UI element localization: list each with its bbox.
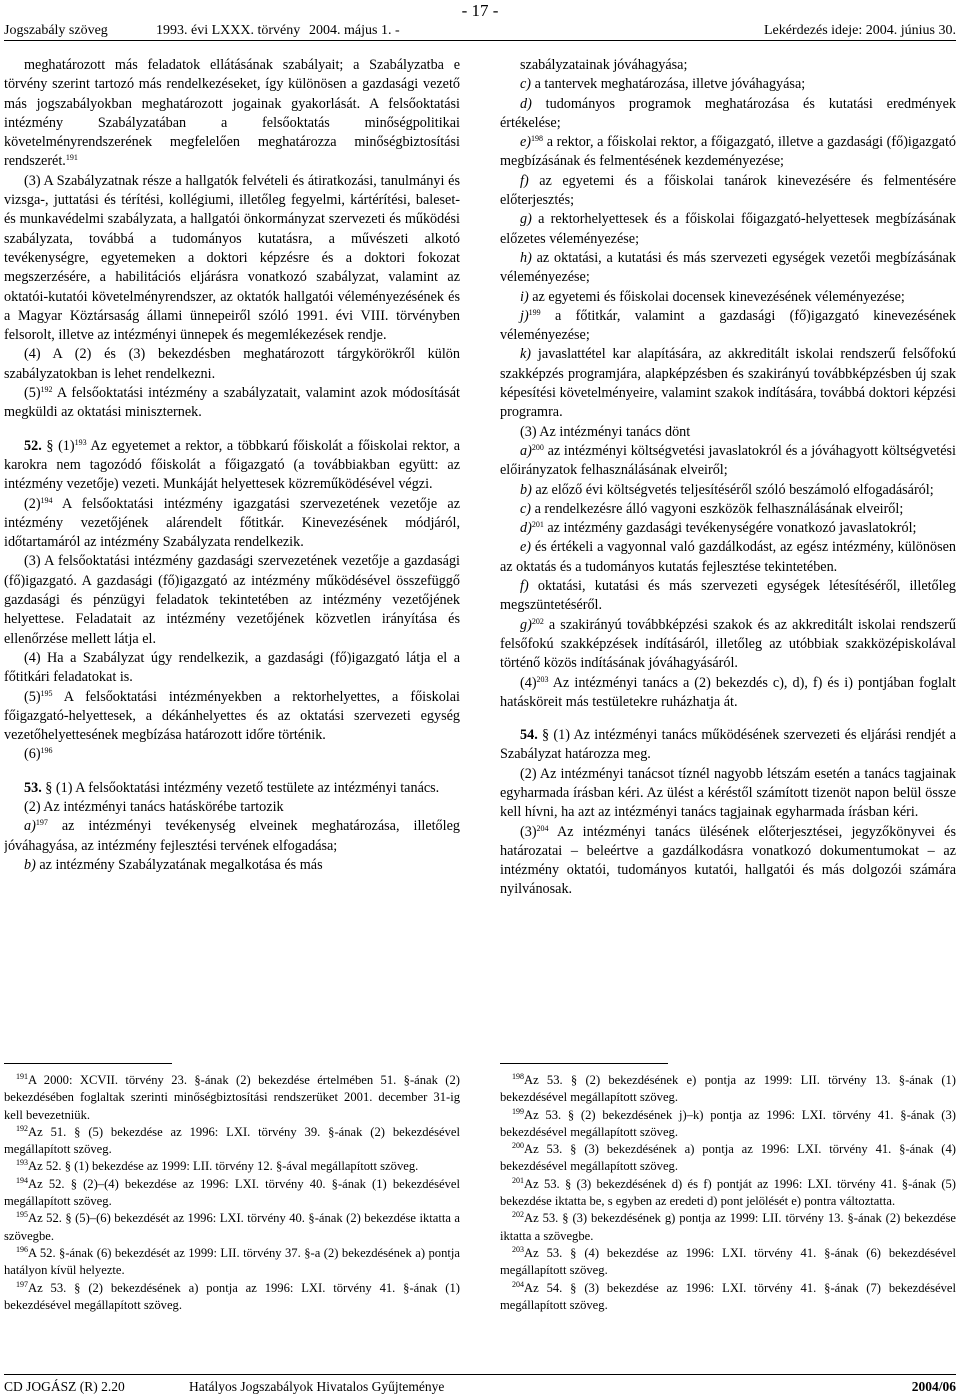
footnote — [500, 1245, 956, 1280]
header-query-date: Lekérdezés ideje: 2004. június 30. — [763, 23, 956, 38]
paragraph: 54. § (1) Az intézményi tanács működésének szervezeti és eljárási rendjét a Szabályzat határozza meg. — [500, 727, 956, 763]
paragraph-text: (3) A Szabályzatnak része a hallgatók felvételi és átiratkozási, tanulmányi és vizsga-, juttatási és térítési, kollégiumi, illetőleg fegyelmi, kártérítési, baleset- és munkavédelmi szabályzata, a hallgatói önkormányzat szervezeti és működési szabályzata, továbbá a tudományos kutatásra, a művészeti alkotó tevékenységre, egyetemeken a doktori képzésre és a doktori fokozat megszerzésére, a habilitációs eljárásra vonatkozó szabályzat, valamint az oktatói-kutatói követelményrendszer, az oktatók hallgatói véleményezésének és a Magyar Köztársaság állami ünnepeiről szóló 1991. évi VIII. törvényben felsorolt, illetve az intézményi ünnepek és megemlékezések rendje. — [4, 172, 460, 344]
point-letter: d) — [520, 520, 532, 537]
footnote-number: 203 — [512, 1244, 524, 1254]
footnote — [500, 1141, 956, 1176]
footnote-text: Az 53. § (2) bekezdésének a) pontja az 1996: LXI. törvény 41. §-ának (1) bekezdésével megállapított szöveg. — [4, 1280, 460, 1312]
footnote-text: Az 53. § (2) bekezdésének j)–k) pontja az 1996: LXI. törvény 41. §-ának (3) bekezdésével megállapított szöveg. — [500, 1107, 956, 1139]
paragraph-text: a főtitkár, valamint a gazdasági (fő)igazgató kinevezésének véleményezése; — [500, 307, 956, 344]
paragraph-text: (4) Ha a Szabályzat úgy rendelkezik, a gazdasági (fő)igazgató látja el a főtitkári feladatokat is. — [4, 649, 460, 686]
footnote-text: Az 52. § (5)–(6) bekezdését az 1996: LXI. törvény 40. §-ának (2) bekezdése iktatta a szövegbe. — [4, 1211, 460, 1243]
paragraph — [4, 345, 460, 384]
point-letter: h) — [520, 249, 532, 266]
footnote-marker: 201 — [531, 520, 544, 530]
paragraph-text: A felsőoktatási intézmény a szabályzatait, valamint azok módosítását megküldi az oktatási miniszternek. — [4, 385, 460, 421]
footnote — [4, 1124, 460, 1159]
paragraph-text: a tantervek meghatározása, illetve jóváhagyása; — [531, 76, 806, 93]
paragraph — [500, 616, 956, 674]
paragraph-text: a szakirányú továbbképzési szakok és az akkreditált iskolai rendszerű felsőfokú szakképzések indításáról, illetőleg az utóbbiak szakközépiskolával történő közös indításának jóváhagyásáról. — [500, 616, 956, 672]
paragraph: 52. § $(1)^{193}$ Az egyetemet a rektor, a többkarú főiskolát a főiskolai rektor, a karokra nem tagozódó főiskolát a főigazgató (a továbbiakban együtt: az intézmény vezetője) vezeti. Munkáját helyettesek közreműködésével végzi. — [4, 437, 460, 493]
point-letter: k) — [520, 346, 532, 363]
paragraph-text: (4) A (2) és (3) bekezdésben meghatározott tárgykörökről külön szabályzatokban is lehet rendelkezni. — [4, 346, 460, 382]
section-number: 54. — [520, 727, 538, 744]
footnote — [500, 1280, 956, 1315]
paragraph-text: szabályzatainak jóváhagyása; — [520, 57, 688, 73]
point-letter: e) — [520, 539, 532, 556]
header-law: 1993. évi LXXX. törvény — [156, 23, 301, 38]
footnote-number: 194 — [16, 1175, 28, 1185]
paragraph-text: (6) — [24, 746, 41, 763]
paragraph-text: az intézményi költségvetési javaslatokról és a jóváhagyott költségvetési előirányzatok felhasználásának elveiről; — [500, 442, 956, 479]
paragraph — [4, 495, 460, 553]
paragraph — [500, 423, 956, 442]
footnote — [500, 1107, 956, 1142]
header-date: 2004. május 1. - — [309, 23, 400, 38]
paragraph — [500, 442, 956, 481]
paragraph-text: A felsőoktatási intézmény igazgatási szervezetének vezetője az intézmény vezetőjének alárendelt főtitkár. Kinevezésének módjáról, időtartamáról az intézmény Szabályzata rendelkezik. — [4, 495, 460, 551]
paragraph-text: tudományos programok meghatározása és kutatási eredmények értékelése; — [500, 95, 956, 131]
footnote-marker: 203 — [536, 674, 549, 684]
point-letter: a) — [520, 442, 532, 459]
footnote-text: Az 54. § (3) bekezdése az 1996: LXI. törvény 41. §-ának (7) bekezdésével megállapított szöveg. — [500, 1280, 956, 1312]
paragraph-text: és értékeli a vagyonnal való gazdálkodást, az egész intézmény, különösen az oktatás és a tudományos kutatás fejlesztése tekintetében. — [500, 539, 956, 575]
footnote — [4, 1176, 460, 1211]
point-letter: e) — [520, 134, 532, 151]
point-letter: a) — [24, 818, 36, 835]
right-text-column — [500, 56, 956, 1064]
paragraph-text: oktatási, kutatási és más szervezeti egységek létesítéséről, illetőleg megszüntetéséről. — [500, 578, 956, 614]
footer-rule — [4, 1374, 956, 1375]
paragraph-text: meghatározott más feladatok ellátásának szabályait; a Szabályzatba e törvény szerint tartozó más rendelkezéseket, így különösen a gazdasági vezető más jogszabályokban meghatározott jogainak gyakorlását. A felsőoktatási intézmény Szabályzatában a felsőoktatás minőségpolitikai követelményrendszerének megfelelően meghatározza minőségbiztosítási rendszerét. — [4, 57, 460, 170]
point-letter: c) — [520, 500, 532, 517]
paragraph — [4, 384, 460, 423]
page-header — [4, 22, 956, 40]
paragraph-text: A felsőoktatási intézményekben a rektorhelyettes, a főiskolai főigazgató-helyettesek, a dékánhelyettes és az oktatási szervezeti egység vezetőhelyettesének megbízása határozott időre történik. — [4, 688, 460, 744]
footnote-number: 195 — [16, 1210, 28, 1220]
paragraph — [4, 856, 460, 875]
paragraph-text: Az intézményi tanács ülésének előterjesztései, jegyzőkönyvei és határozatai – beleértve a gazdálkodásra vonatkozó dokumentumokat – az intézmény oktatói, tudományos kutatói, hallgatói és más dolgozói számára nyilvánosak. — [500, 823, 956, 898]
footer-collection-title: Hatályos Jogszabályok Hivatalos Gyűjteménye — [189, 1379, 445, 1394]
left-text-column — [4, 56, 460, 1064]
footnote-text: Az 52. § (1) bekezdése az 1999: LII. törvény 12. §-ával megállapított szöveg. — [28, 1159, 419, 1174]
point-letter: b) — [24, 856, 36, 873]
point-letter: g) — [520, 616, 532, 633]
footnote-number: 201 — [512, 1175, 524, 1185]
paragraph — [500, 75, 956, 94]
footnote — [500, 1210, 956, 1245]
footnote — [4, 1158, 460, 1175]
point-letter: b) — [520, 481, 532, 498]
footnote-number: 200 — [512, 1141, 524, 1151]
footnote-text: A 2000: XCVII. törvény 23. §-ának (2) bekezdése értelmében 51. §-ának (2) bekezdésében foglaltak szerinti minőségbiztosítási rendszerüket 2001. december 31-ig kell bevezetniük. — [4, 1073, 460, 1122]
paragraph-text: (4) — [520, 674, 537, 691]
paragraph — [500, 674, 956, 713]
paragraph — [4, 798, 460, 817]
paragraph-text: (5) — [24, 688, 41, 705]
paragraph-text: (2) Az intézményi tanácsot tíznél nagyobb létszám esetén a tanács tagjainak egyharmada írásban kéri. Az ülést a kéréstől számított tizenöt napon belül össze kell hívni, ha azt az intézményi tanács tagjainak egyharmada írásban kéri. — [500, 765, 956, 821]
paragraph — [4, 688, 460, 746]
footnote-rule-right — [500, 1063, 668, 1064]
footnote-marker: 198 — [531, 134, 544, 144]
footnote-marker: 194 — [40, 495, 53, 505]
paragraph — [500, 481, 956, 500]
footnote-number: 204 — [512, 1279, 524, 1289]
footer-product: CD JOGÁSZ (R) 2.20 — [4, 1379, 125, 1394]
paragraph — [500, 307, 956, 346]
footnote-number: 198 — [512, 1072, 524, 1081]
paragraph-text: (2) Az intézményi tanács hatáskörébe tartozik — [24, 798, 284, 815]
paragraph-text: (2) — [24, 495, 41, 512]
paragraph — [500, 519, 956, 538]
paragraph — [4, 172, 460, 346]
paragraph-text: az előző évi költségvetés teljesítéséről szóló beszámoló elfogadásáról; — [531, 481, 934, 498]
paragraph — [4, 649, 460, 688]
header-rule — [4, 40, 956, 41]
paragraph-text: (1) — [58, 437, 75, 454]
paragraph — [500, 500, 956, 519]
footnote-marker: 196 — [40, 746, 53, 756]
paragraph — [500, 765, 956, 823]
footnote — [4, 1245, 460, 1280]
paragraph — [4, 817, 460, 856]
paragraph-text: (3) Az intézményi tanács dönt — [520, 423, 691, 440]
point-letter: f) — [520, 172, 529, 189]
point-letter: d) — [520, 95, 532, 112]
paragraph-text: (3) — [520, 823, 537, 840]
footnote-number: 202 — [512, 1210, 524, 1220]
footnote-number: 193 — [16, 1158, 28, 1168]
section-number: 52. — [24, 437, 42, 454]
paragraph — [500, 288, 956, 307]
point-letter: f) — [520, 578, 529, 595]
paragraph-text: (3) A felsőoktatási intézmény gazdasági szervezetének vezetője a gazdasági (fő)igazgató. A gazdasági (fő)igazgató az intézmény működésével összefüggő gazdasági és pénzügyi feladatok tekintetében az intézmény vezetőjének helyettese. Feladatait az intézmény vezetőjének közvetlen irányítása és ellenőrzése mellett látja el. — [4, 553, 460, 647]
footnote-marker: 197 — [35, 818, 48, 828]
paragraph — [500, 823, 956, 900]
footnote-text: Az 52. § (2)–(4) bekezdése az 1996: LXI. törvény 40. §-ának (1) bekezdésével megállapított szöveg. — [4, 1176, 460, 1209]
paragraph-text: Az egyetemet a rektor, a többkarú főiskolát a főiskolai rektor, a karokra nem tagozódó főiskolát a főigazgató (a továbbiakban együtt: az intézmény vezetője) vezeti. Munkáját helyettesek közreműködésével végzi. — [4, 437, 460, 493]
paragraph — [500, 95, 956, 134]
footnote-rule-left — [4, 1063, 172, 1064]
page-footer — [4, 1378, 956, 1398]
paragraph-text: az oktatási, a kutatási és más szervezeti egységek vezetői megbízásának véleményezése; — [500, 249, 956, 286]
footnote-marker: 204 — [536, 823, 549, 833]
footnote-marker: 192 — [40, 385, 53, 395]
footnote-text: Az 53. § (3) bekezdésének g) pontja az 1999: LII. törvény 13. §-ának (2) bekezdése iktatta a szövegbe. — [500, 1211, 956, 1243]
paragraph — [4, 745, 460, 764]
footnotes-right — [500, 1072, 956, 1372]
footnote-marker: 202 — [531, 616, 544, 626]
footnote — [4, 1210, 460, 1245]
point-letter: j) — [520, 307, 529, 324]
footnote-text: Az 53. § (2) bekezdésének e) pontja az 1999: LII. törvény 13. §-ának (1) bekezdésével megállapított szöveg. — [500, 1073, 956, 1105]
paragraph-text: a rendelkezésre álló vagyoni eszközök felhasználásának elveiről; — [531, 500, 904, 517]
footnote-marker: 191 — [65, 153, 78, 163]
paragraph — [500, 56, 956, 75]
footnote-text: Az 51. § (5) bekezdése az 1996: LXI. törvény 39. §-ának (2) bekezdésével megállapított szöveg. — [4, 1124, 460, 1157]
paragraph-text: javaslattétel kar alapítására, az akkreditált iskolai rendszerű felsőfokú szakképzés programjára, alapképzésben és szakirányú továbbképzésben új szak képesítési követelményeire, valamint szakok indítására, továbbá doktori képzési programra. — [500, 346, 956, 421]
footnote — [4, 1280, 460, 1315]
paragraph-text: (1) Az intézményi tanács működésének szervezeti és eljárási rendjét a Szabályzat határozza meg. — [500, 727, 956, 763]
footnote-marker: 195 — [40, 688, 53, 698]
paragraph — [500, 538, 956, 577]
footnote-marker: 200 — [531, 442, 544, 452]
footnote-number: 192 — [16, 1123, 28, 1133]
paragraph — [4, 552, 460, 648]
footnote-number: 196 — [16, 1244, 28, 1254]
footnote-text: Az 53. § (3) bekezdésének d) és f) pontját az 1996: LXI. törvény 41. §-ának (5) bekezdése iktatta be, s egyben az eredeti d) pont jelölését e) pontra változtatta. — [500, 1176, 956, 1209]
footnote-text: Az 53. § (4) bekezdése az 1996: LXI. törvény 41. §-ának (6) bekezdésével megállapított szöveg. — [500, 1245, 956, 1278]
footnotes-left — [4, 1072, 460, 1372]
paragraph-text: az egyetemi és főiskolai docensek kinevezésének véleményezése; — [528, 288, 905, 305]
paragraph — [500, 133, 956, 172]
point-letter: g) — [520, 211, 532, 228]
footnote-text: Az 53. § (3) bekezdésének a) pontja az 1996: LXI. törvény 41. §-ának (4) bekezdésével megállapított szöveg. — [500, 1142, 956, 1174]
footnote — [4, 1072, 460, 1124]
footnote-number: 191 — [16, 1072, 28, 1081]
paragraph-text: az intézmény gazdasági tevékenységére vonatkozó javaslatokról; — [543, 520, 917, 537]
footnote-marker: 193 — [74, 437, 87, 447]
footnote — [500, 1176, 956, 1211]
footnote — [500, 1072, 956, 1107]
paragraph — [500, 210, 956, 249]
paragraph — [4, 56, 460, 172]
footnote-number: 197 — [16, 1279, 28, 1289]
paragraph — [500, 249, 956, 288]
footnote-number: 199 — [512, 1106, 524, 1116]
footer-edition: 2004/06 — [911, 1379, 956, 1394]
paragraph-text: Az intézményi tanács a (2) bekezdés c), d), f) és i) pontjában foglalt hatásköreit más testületekre ruházhatja át. — [500, 674, 956, 710]
paragraph-text: a rektorhelyettesek és a főiskolai főigazgató-helyettesek megbízásának előzetes véleményezése; — [500, 211, 956, 247]
footnote-text: A 52. §-ának (6) bekezdését az 1999: LII. törvény 37. §-a (2) bekezdésének a) pontja hatályon kívül helyezte. — [4, 1245, 460, 1278]
point-letter: i) — [520, 288, 529, 305]
paragraph-text: az intézményi tevékenység elveinek meghatározása, illetőleg jóváhagyása, az intézmény fejlesztési tervének elfogadása; — [4, 818, 460, 854]
page-number: - 17 - — [461, 1, 499, 20]
point-letter: c) — [520, 76, 532, 93]
paragraph — [500, 172, 956, 211]
paragraph — [500, 577, 956, 616]
section-number: 53. — [24, 779, 42, 796]
paragraph — [500, 345, 956, 422]
paragraph-text: (1) A felsőoktatási intézmény vezető testülete az intézményi tanács. — [55, 779, 440, 796]
paragraph-text: az egyetemi és a főiskolai tanárok kinevezésére és felmentésére előterjesztés; — [500, 172, 956, 209]
paragraph-text: a rektor, a főiskolai rektor, a főigazgató, illetve a gazdasági (fő)igazgató megbízásának és felmentésének kezdeményezése; — [500, 134, 956, 170]
paragraph-text: (5) — [24, 385, 41, 402]
footnote-marker: 199 — [528, 307, 541, 317]
paragraph: 53. § (1) A felsőoktatási intézmény vezető testülete az intézményi tanács. — [24, 779, 440, 796]
paragraph-text: az intézmény Szabályzatának megalkotása és más — [35, 856, 323, 873]
header-doc-type: Jogszabály szöveg — [4, 23, 108, 38]
